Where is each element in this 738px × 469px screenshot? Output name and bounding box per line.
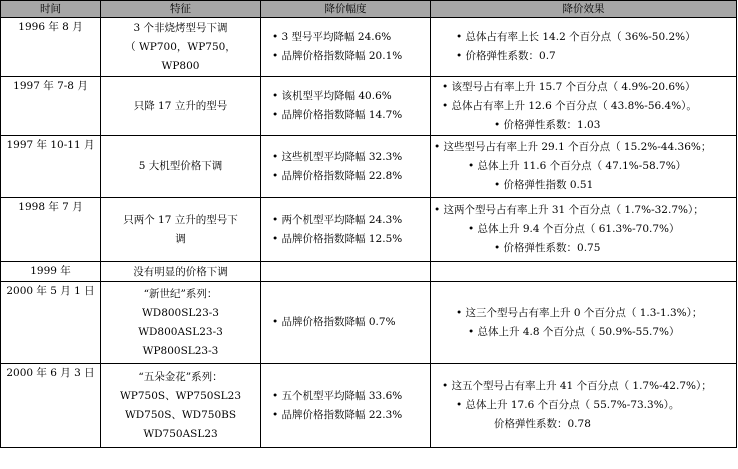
time-cell: 1997 年 10-11 月 [1,136,101,198]
effect-cell: • 该型号占有率上升 15.7 个百分点（ 4.9%-20.6%） • 总体占有率上升 12.6 个百分点（ 43.8%-56.4%）。 • 价格弹性系数：1.03 [431,77,737,136]
time-cell: 1999 年 [1,262,101,282]
feature-cell: “新世纪”系列： WD800SL23-3 WD800ASL23-3 WP800SL23-3 [101,282,261,364]
time-cell: 1998 年 7 月 [1,198,101,262]
time-cell: 2000 年 5 月 1 日 [1,282,101,364]
header-drop: 降价幅度 [261,1,431,18]
header-time: 时间 [1,1,101,18]
header-effect: 降价效果 [431,1,737,18]
effect-cell: • 这三个型号占有率上升 0 个百分点（ 1.3-1.3%）； • 总体上升 4.8 个百分点（ 50.9%-55.7%） [431,282,737,364]
effect-cell: • 这五个型号占有率上升 41 个百分点（ 1.7%-42.7%）； • 总体上升 17.6 个百分点（ 55.7%-73.3%）。 价格弹性系数：0.78 [431,364,737,448]
table-row [1,136,737,198]
table-row [1,262,737,282]
feature-cell: 3 个非烧烤型号下调 （ WP700，WP750， WP800 [101,18,261,77]
table-row [1,198,737,262]
effect-cell: • 总体占有率上长 14.2 个百分点（ 36%-50.2%） • 价格弹性系数：0.7 [431,18,737,77]
time-cell: 1997 年 7-8 月 [1,77,101,136]
drop-cell: • 这些机型平均降幅 32.3% • 品牌价格指数降幅 22.8% [261,136,431,198]
time-cell: 1996 年 8 月 [1,18,101,77]
feature-cell: “五朵金花”系列： WP750S、WP750SL23 WD750S、WD750BS WD750ASL23 [101,364,261,448]
header-feature: 特征 [101,1,261,18]
time-cell: 2000 年 6 月 3 日 [1,364,101,448]
table-row [1,77,737,136]
drop-cell: • 3 型号平均降幅 24.6% • 品牌价格指数降幅 20.1% [261,18,431,77]
table-row [1,364,737,448]
feature-cell: 只两个 17 立升的型号下 调 [101,198,261,262]
feature-cell: 只降 17 立升的型号 [101,77,261,136]
table-row [1,18,737,77]
table-row [1,282,737,364]
drop-cell: • 品牌价格指数降幅 0.7% [261,282,431,364]
feature-cell: 没有明显的价格下调 [101,262,261,282]
effect-cell [431,262,737,282]
drop-cell: • 五个机型平均降幅 33.6% • 品牌价格指数降幅 22.3% [261,364,431,448]
drop-cell: • 该机型平均降幅 40.6% • 品牌价格指数降幅 14.7% [261,77,431,136]
effect-cell: • 这两个型号占有率上升 31 个百分点（ 1.7%-32.7%）； • 总体上升 9.4 个百分点（ 61.3%-70.7%） • 价格弹性系数：0.75 [431,198,737,262]
drop-cell [261,262,431,282]
feature-cell: 5 大机型价格下调 [101,136,261,198]
header-row [1,1,737,18]
drop-cell: • 两个机型平均降幅 24.3% • 品牌价格指数降幅 12.5% [261,198,431,262]
effect-cell: • 这些型号占有率上升 29.1 个百分点（ 15.2%-44.36%； • 总体上升 11.6 个百分点（ 47.1%-58.7%） • 价格弹性指数 0.51 [431,136,737,198]
